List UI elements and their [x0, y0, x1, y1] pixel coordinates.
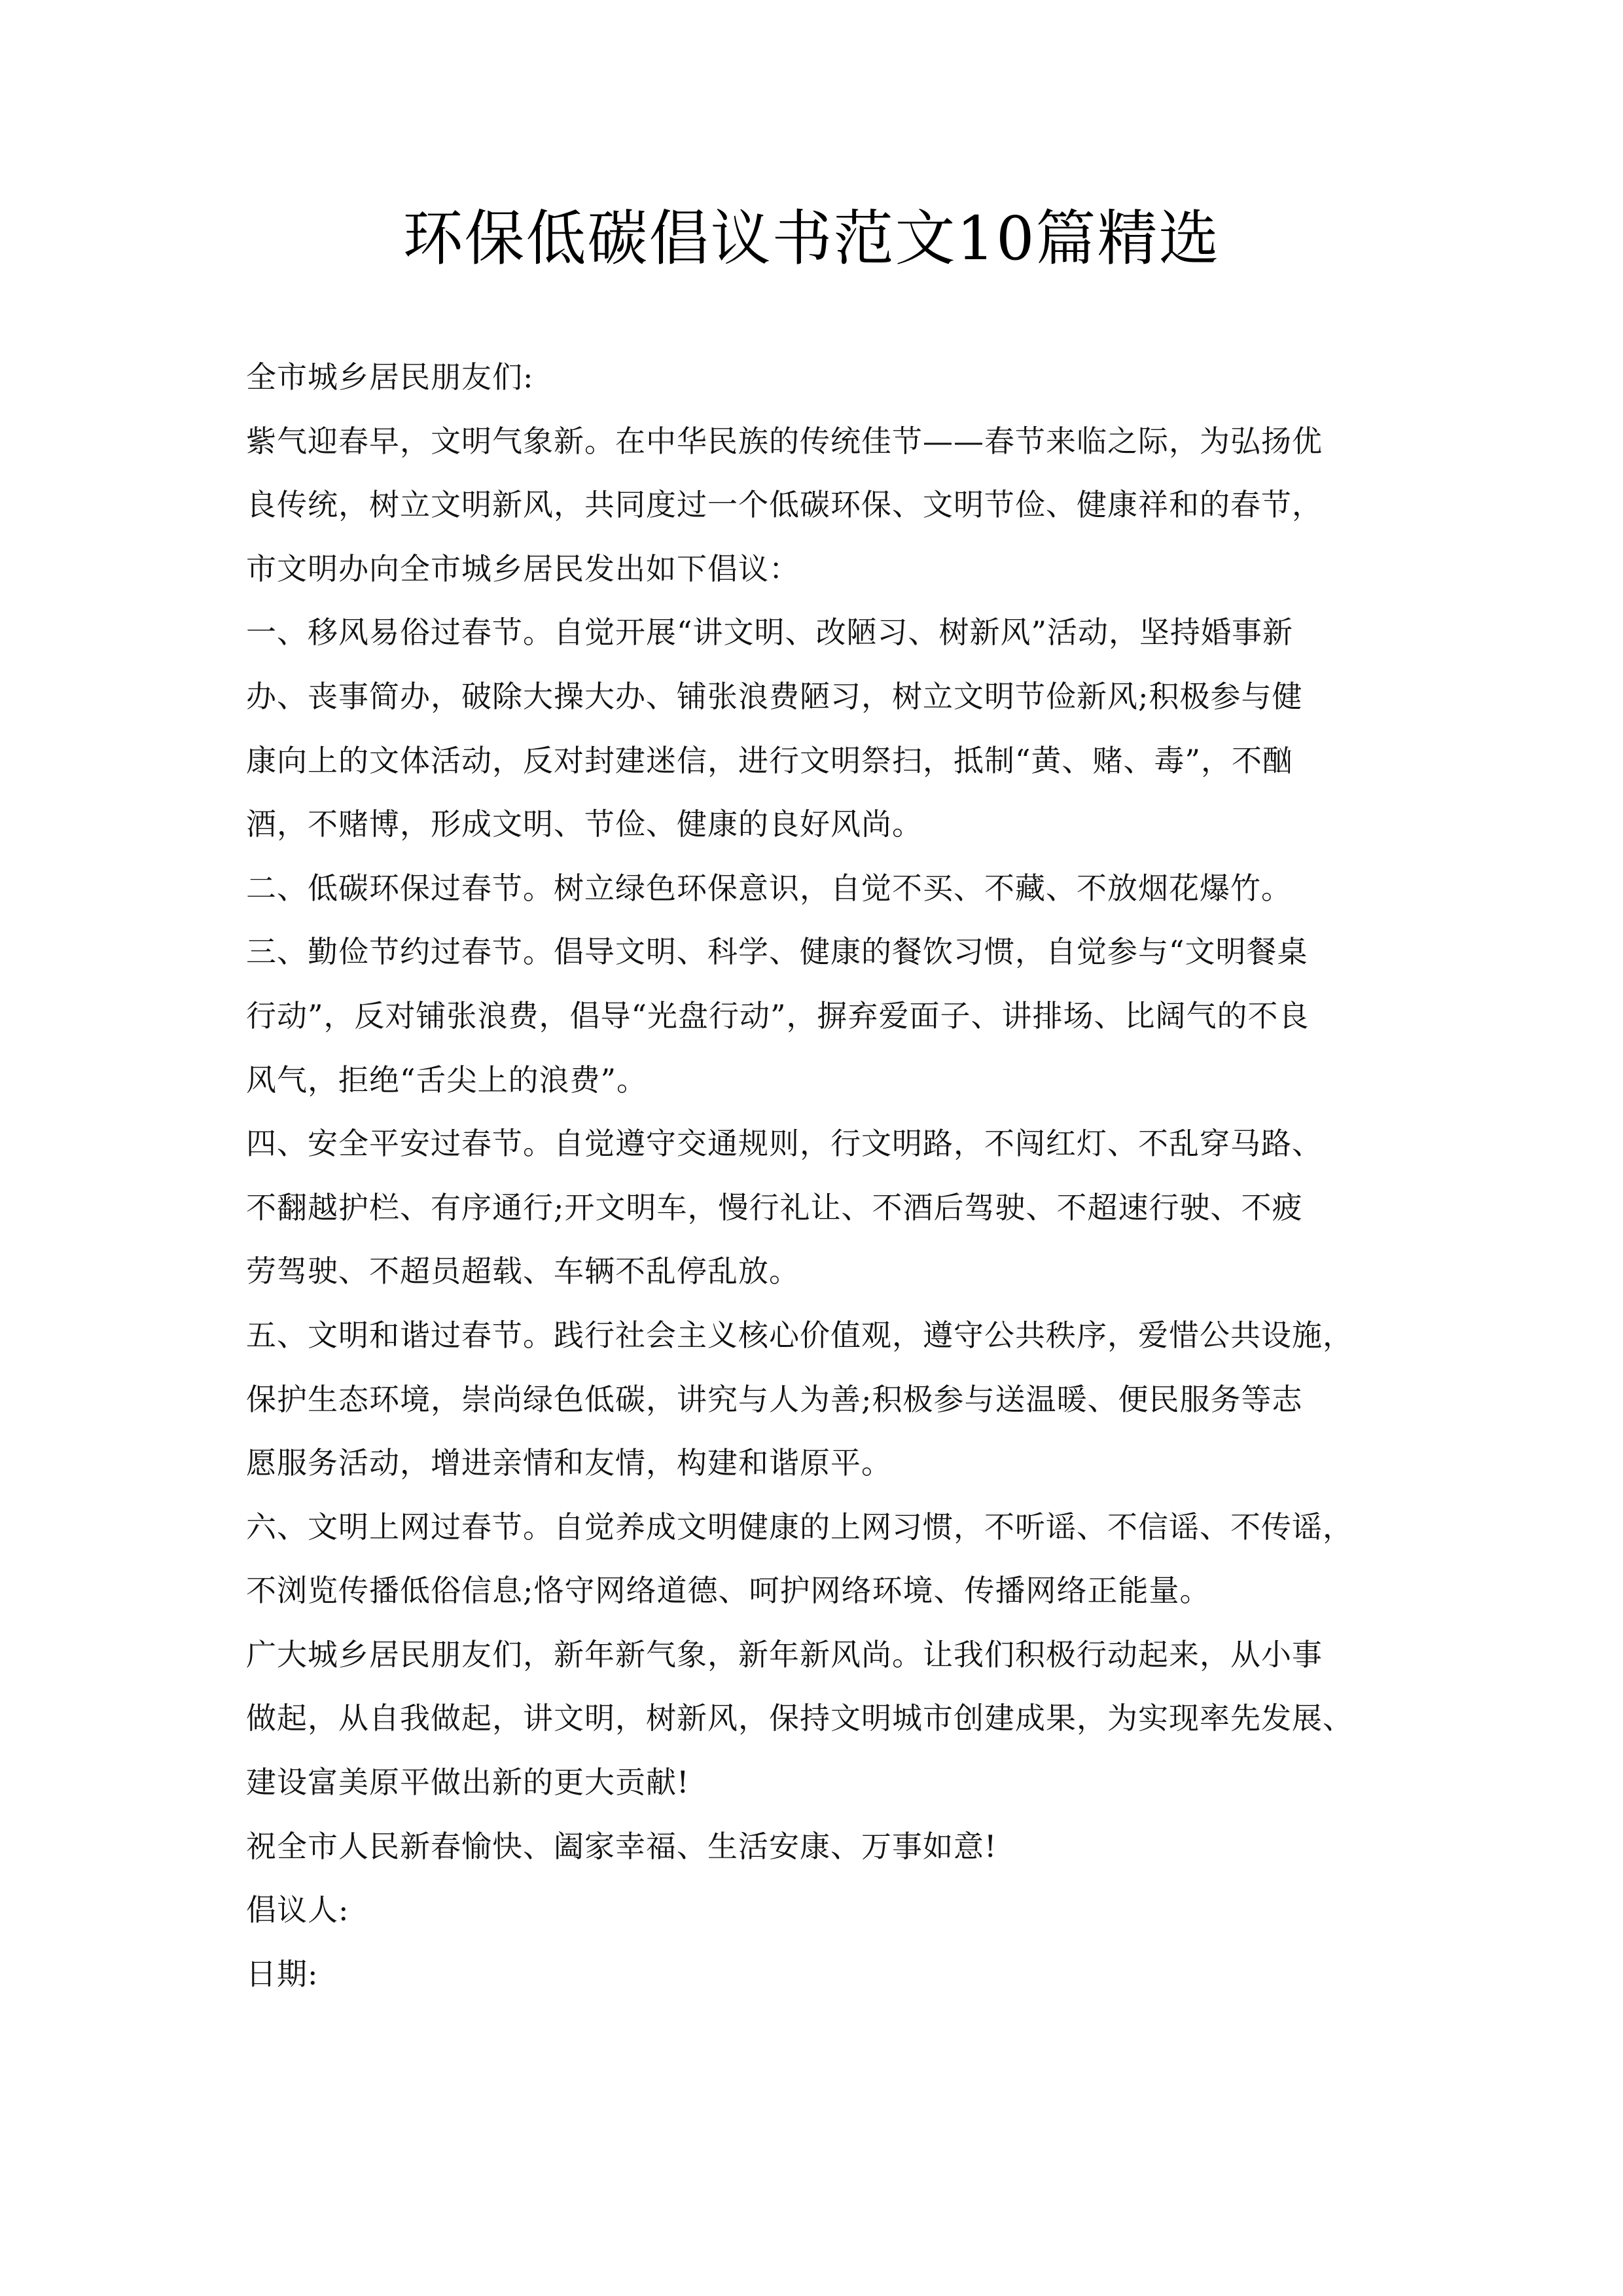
proposal-5-line: 五、文明和谐过春节。践行社会主义核心价值观，遵守公共秩序，爱惜公共设施，	[246, 1317, 1353, 1353]
proposal-1-line: 康向上的文体活动，反对封建迷信，进行文明祭扫，抵制“黄、赌、毒”，不酗	[246, 742, 1294, 778]
intro-line: 紫气迎春早，文明气象新。在中华民族的传统佳节——春节来临之际，为弘扬优	[246, 423, 1323, 459]
proposal-5-line: 愿服务活动，增进亲情和友情，构建和谐原平。	[246, 1445, 892, 1481]
proposal-6-line: 不浏览传播低俗信息;恪守网络道德、呵护网络环境、传播网络正能量。	[246, 1573, 1211, 1609]
proposal-1-line: 一、移风易俗过春节。自觉开展“讲文明、改陋习、树新风”活动，坚持婚事新	[246, 615, 1294, 651]
intro-line: 良传统，树立文明新风，共同度过一个低碳环保、文明节俭、健康祥和的春节，	[246, 487, 1323, 523]
document-body	[246, 346, 1404, 2006]
salutation-line: 全市城乡居民朋友们:	[246, 359, 534, 395]
proposal-1-line: 办、丧事简办，破除大操大办、铺张浪费陋习，树立文明节俭新风;积极参与健	[246, 678, 1303, 714]
proposal-4-line: 劳驾驶、不超员超载、车辆不乱停乱放。	[246, 1253, 800, 1289]
proposal-3-line: 三、勤俭节约过春节。倡导文明、科学、健康的餐饮习惯，自觉参与“文明餐桌	[246, 934, 1308, 970]
closing-line: 广大城乡居民朋友们，新年新气象，新年新风尚。让我们积极行动起来，从小事	[246, 1636, 1323, 1672]
date-label: 日期:	[246, 1956, 319, 1992]
proposal-5-line: 保护生态环境，崇尚绿色低碳，讲究与人为善;积极参与送温暖、便民服务等志	[246, 1381, 1303, 1417]
signatory-label: 倡议人:	[246, 1892, 349, 1928]
proposal-3-line: 行动”，反对铺张浪费，倡导“光盘行动”，摒弃爱面子、讲排场、比阔气的不良	[246, 997, 1310, 1033]
proposal-4-line: 不翻越护栏、有序通行;开文明车，慢行礼让、不酒后驾驶、不超速行驶、不疲	[246, 1189, 1303, 1225]
wishes-line: 祝全市人民新春愉快、阖家幸福、生活安康、万事如意!	[246, 1828, 997, 1864]
closing-line: 建设富美原平做出新的更大贡献!	[246, 1765, 690, 1801]
closing-line: 做起，从自我做起，讲文明，树新风，保持文明城市创建成果，为实现率先发展、	[246, 1700, 1353, 1736]
proposal-2-line: 二、低碳环保过春节。树立绿色环保意识，自觉不买、不藏、不放烟花爆竹。	[246, 870, 1292, 906]
proposal-4-line: 四、安全平安过春节。自觉遵守交通规则，行文明路，不闯红灯、不乱穿马路、	[246, 1126, 1323, 1162]
intro-line: 市文明办向全市城乡居民发出如下倡议：	[246, 550, 800, 586]
proposal-1-line: 酒，不赌博，形成文明、节俭、健康的良好风尚。	[246, 806, 923, 842]
proposal-3-line: 风气，拒绝“舌尖上的浪费”。	[246, 1062, 648, 1098]
proposal-6-line: 六、文明上网过春节。自觉养成文明健康的上网习惯，不听谣、不信谣、不传谣，	[246, 1509, 1353, 1545]
document-title: 环保低碳倡议书范文10篇精选	[402, 204, 1221, 274]
